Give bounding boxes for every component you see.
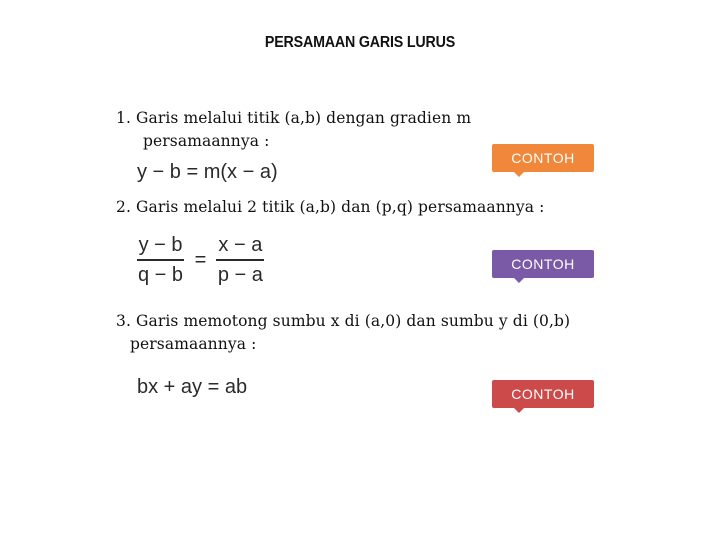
fraction-left-denominator: q − b — [138, 264, 184, 286]
item-2-text-line-1: 2. Garis melalui 2 titik (a,b) dan (p,q) persamaannya : — [116, 198, 545, 216]
item-1-text-line-1: 1. Garis melalui titik (a,b) dengan gradien m — [116, 109, 472, 127]
item-2-formula — [136, 234, 265, 286]
contoh-button-1[interactable]: CONTOH — [492, 144, 594, 172]
item-1-text-line-2: persamaannya : — [143, 132, 270, 150]
fraction-left-numerator: y − b — [137, 234, 185, 261]
formula-fraction-right — [216, 234, 265, 286]
contoh-button-3[interactable]: CONTOH — [492, 380, 594, 408]
contoh-button-2[interactable]: CONTOH — [492, 250, 594, 278]
fraction-right-numerator: x − a — [216, 234, 264, 261]
item-3-formula: bx + ay = ab — [137, 376, 248, 398]
formula-equals-sign: = — [194, 248, 207, 271]
item-1-formula: y − b = m(x − a) — [137, 161, 278, 183]
item-3-text-line-1: 3. Garis memotong sumbu x di (a,0) dan sumbu y di (0,b) — [116, 312, 571, 330]
fraction-right-denominator: p − a — [217, 264, 263, 286]
item-3-text-line-2: persamaannya : — [130, 335, 257, 353]
page-title: PERSAMAAN GARIS LURUS — [264, 34, 456, 51]
formula-fraction-left — [136, 234, 185, 286]
